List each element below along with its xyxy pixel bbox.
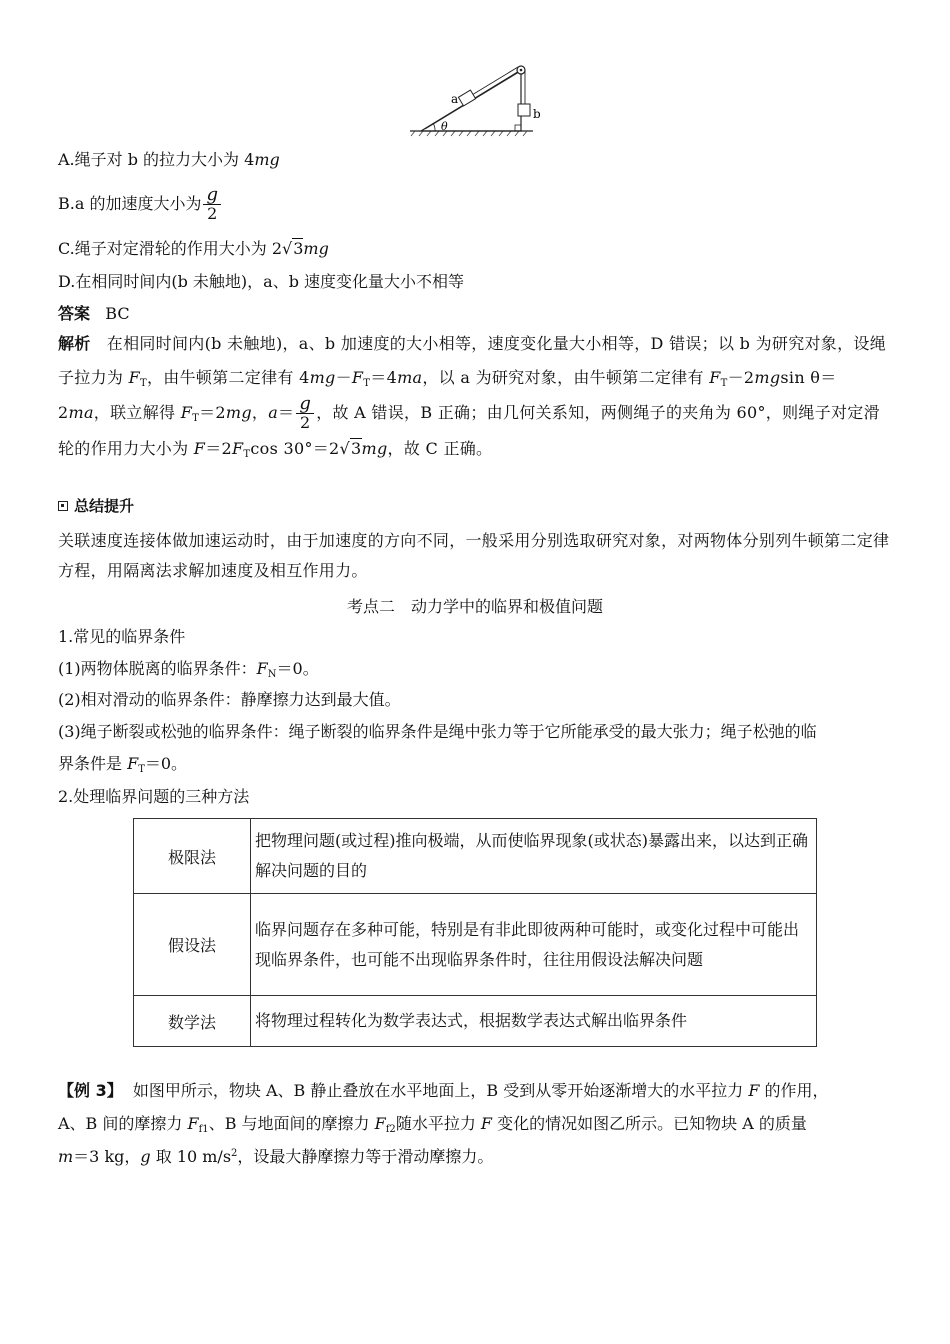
critical-condition-3: (3)绳子断裂或松弛的临界条件：绳子断裂的临界条件是绳中张力等于它所能承受的最大张力；绳子松弛的临	[58, 722, 817, 741]
fraction-g-over-2-analysis: $\frac{g}{2}$	[296, 395, 314, 432]
critical-conditions-heading: 1.常见的临界条件	[58, 627, 186, 646]
table-row	[134, 996, 817, 1047]
option-b: B.a 的加速度大小为 $\frac{g}{2}$	[58, 184, 223, 224]
sqrt-3: √3	[282, 239, 304, 258]
rope-incline	[467, 67, 518, 98]
example-3: 【例 3】 如图甲所示，物块 A、B 静止叠放在水平地面上，B 受到从零开始逐渐增大的水平拉力 F 的作用， A、B 间的摩擦力 $F_{f1}$、B 与地面间的摩擦力 $F_{f2}$随水平拉力 F 变化的情况如图乙所示。已知物块 A 的质量 m＝3 kg，g 取 10 $m/s^2$，设最大静摩擦力等于滑动摩擦力。	[58, 1081, 829, 1166]
methods-heading: 2.处理临界问题的三种方法	[58, 787, 250, 806]
summary-heading: 总结提升	[58, 495, 134, 516]
ground-hatch	[411, 131, 527, 136]
method-name: 数学法	[134, 996, 251, 1047]
right-angle-mark	[515, 125, 521, 131]
analysis-paragraph: 解析 在相同时间内(b 未触地)，a、b 加速度的大小相等，速度变化量大小相等，D 错误；以 b 为研究对象，设绳子拉力为 $F_T$，由牛顿第二定律有 $4mg-F_T=4ma$，以 a 为研究对象，由牛顿第二定律有 $F_T-2mgsin$ θ＝ 2ma，联立解得 $F_T=2mg$，a＝ $\frac{g}{2}$ ，故 A 错误，B 正确；由几何关系知，两侧绳子的夹角为 60°，则绳子对定滑轮的作用力大小为 $F=2F_T\cos$ 30°＝2√3mg，故 C 正确。	[58, 327, 892, 466]
incline-pulley-figure	[405, 60, 545, 138]
fraction-g-over-2: $\frac{g}{2}$	[203, 186, 221, 223]
method-name: 假设法	[134, 894, 251, 996]
critical-condition-2: (2)相对滑动的临界条件：静摩擦力达到最大值。	[58, 690, 401, 709]
critical-condition-1: (1)两物体脱离的临界条件：$F_N=0$。	[58, 659, 319, 680]
summary-square-icon	[58, 501, 68, 511]
label-b: b	[533, 107, 541, 121]
method-desc: 把物理问题(或过程)推向极端，从而使临界现象(或状态)暴露出来，以达到正确解决问题的目的	[251, 819, 817, 894]
section-title: 考点二 动力学中的临界和极值问题	[346, 597, 603, 616]
option-d: D.在相同时间内(b 未触地)，a、b 速度变化量大小不相等	[58, 272, 465, 291]
block-a	[458, 90, 475, 106]
method-desc: 将物理过程转化为数学表达式，根据数学表达式解出临界条件	[251, 996, 817, 1047]
method-desc: 临界问题存在多种可能，特别是有非此即彼两种可能时，或变化过程中可能出现临界条件，也可能不出现临界条件时，往往用假设法解决问题	[251, 894, 817, 996]
label-a: a	[451, 92, 459, 106]
method-name: 极限法	[134, 819, 251, 894]
option-a: A.绳子对 b 的拉力大小为 4mg	[58, 150, 280, 169]
methods-table	[133, 818, 817, 1047]
critical-condition-3-cont: 界条件是 $F_T=0$。	[58, 754, 188, 775]
sqrt-3-analysis: √3	[339, 439, 362, 458]
label-theta: θ	[441, 120, 448, 133]
table-row	[134, 894, 817, 996]
table-row	[134, 819, 817, 894]
angle-arc	[433, 123, 435, 131]
answer-line: 答案 BC	[58, 304, 130, 323]
summary-text: 关联速度连接体做加速运动时，由于加速度的方向不同，一般采用分别选取研究对象，对两物体分别列牛顿第二定律方程，用隔离法求解加速度及相互作用力。	[58, 531, 890, 580]
option-c: C.绳子对定滑轮的作用大小为 2√3mg	[58, 239, 329, 258]
block-b	[518, 104, 530, 116]
